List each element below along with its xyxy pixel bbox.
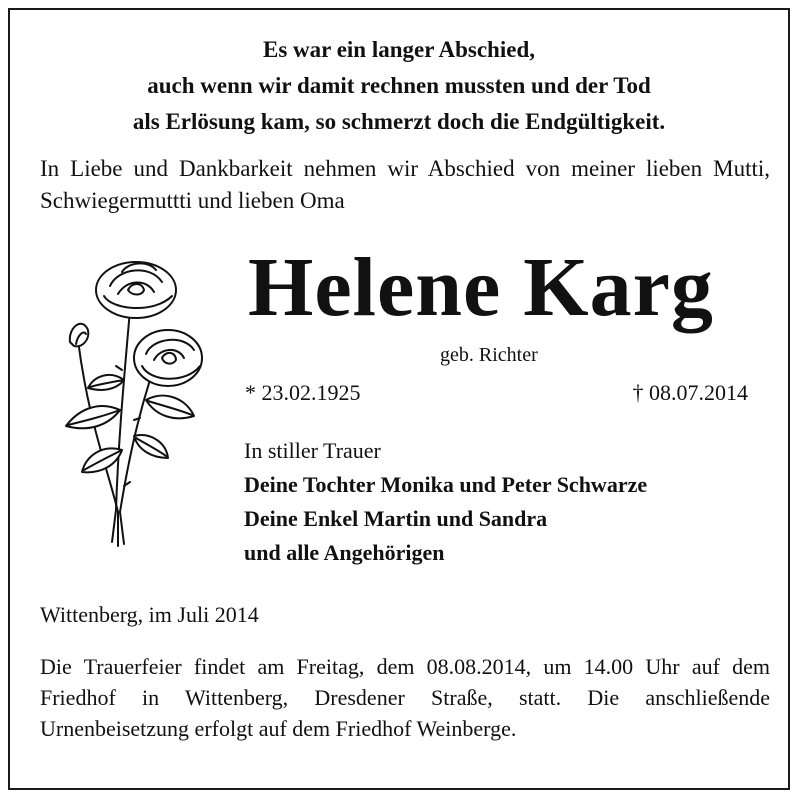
mourner-line: Deine Enkel Martin und Sandra [244,506,548,531]
verse [10,32,788,140]
mourner-line: Deine Tochter Monika und Peter Schwarze [244,472,648,497]
mourners-block [244,434,647,570]
mourner-line: und alle Angehörigen [244,540,445,565]
obituary-notice [8,8,790,790]
rose-icon [38,250,208,550]
place-date: Wittenberg, im Juli 2014 [40,602,259,627]
mourners-heading: In stiller Trauer [244,438,381,463]
verse-line: Es war ein langer Abschied, [263,37,535,62]
birth-date: * 23.02.1925 [245,380,361,405]
intro-text: In Liebe und Dankbarkeit nehmen wir Abschied von meiner lieben Mutti, Schwiegermuttti und lieben Oma [40,156,770,213]
verse-line: auch wenn wir damit rechnen mussten und der Tod [147,73,651,98]
verse-line: als Erlösung kam, so schmerzt doch die Endgültigkeit. [132,109,666,134]
maiden-name: geb. Richter [440,344,538,366]
death-date: † 08.07.2014 [632,380,748,405]
funeral-info: Die Trauerfeier findet am Freitag, dem 08.08.2014, um 14.00 Uhr auf dem Friedhof in Wittenberg, Dresdener Straße, statt. Die anschließende Urnenbeisetzung erfolgt auf dem Friedhof Weinberge. [40,654,770,741]
deceased-name: Helene Karg [248,241,714,334]
